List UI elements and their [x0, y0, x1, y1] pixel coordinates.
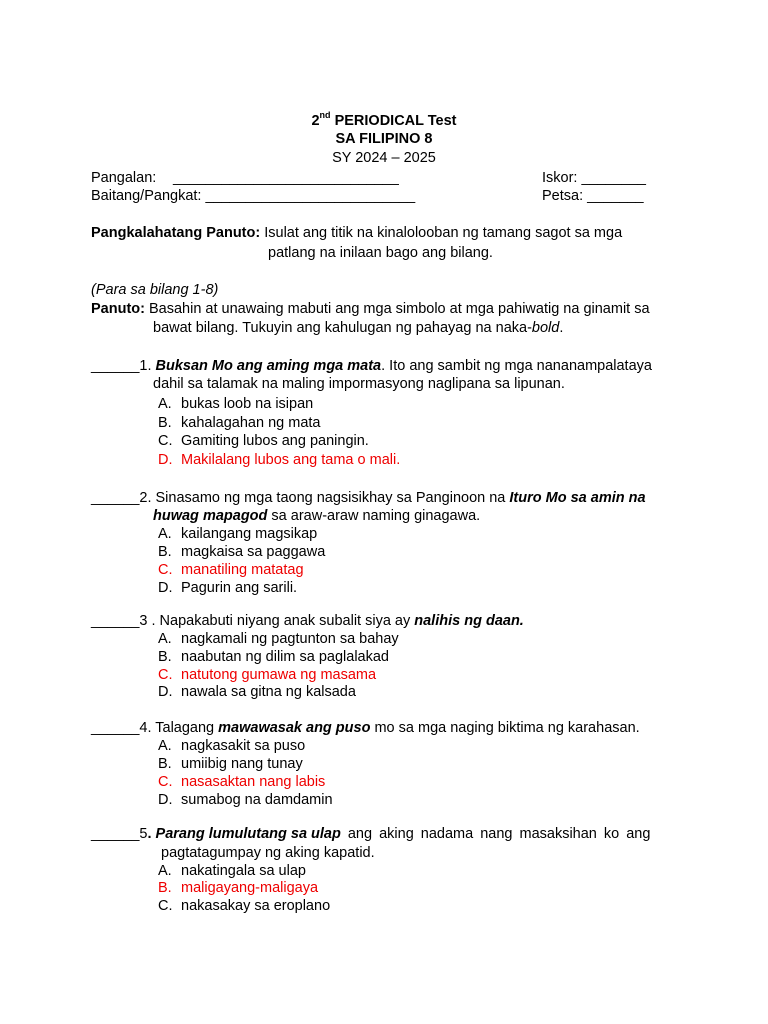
question-3: ______3 . Napakabuti niyang anak subalit siya ay nalihis ng daan. [91, 613, 524, 629]
section-range: (Para sa bilang 1-8) [91, 282, 219, 298]
answer-blank[interactable]: ______ [91, 613, 140, 629]
score-line[interactable]: ________ [581, 170, 646, 186]
school-year: SY 2024 – 2025 [332, 150, 436, 166]
section-instructions-line2: bawat bilang. Tukuyin ang kahulugan ng pahayag na naka-bold. [153, 320, 564, 336]
general-instructions: Pangkalahatang Panuto: Isulat ang titik na kinalolooban ng tamang sagot sa mga [91, 225, 623, 241]
answer-blank[interactable]: ______ [91, 358, 140, 374]
question-2-line2: huwag mapagod sa araw-araw naming ginagawa. [153, 508, 481, 524]
question-5: ______5. Parang lumulutang sa ulap ang aking nadama nang masaksihan ko ang [91, 826, 651, 842]
question-1: ______1. Buksan Mo ang aming mga mata. Ito ang sambit ng mga nananampalataya [91, 358, 652, 374]
date-label: Petsa: [542, 188, 584, 204]
answer-blank[interactable]: ______ [91, 720, 140, 736]
date-line[interactable]: _______ [587, 188, 644, 204]
date-field[interactable] [542, 187, 644, 205]
score-field[interactable] [542, 169, 646, 187]
section-instructions: Panuto: Basahin at unawaing mabuti ang mga simbolo at mga pahiwatig na ginamit sa [91, 301, 650, 317]
question-4: ______4. Talagang mawawasak ang puso mo sa mga naging biktima ng karahasan. [91, 720, 640, 736]
exam-page: 2nd PERIODICAL Test SA FILIPINO 8 SY 2024 – 2025 Pangalan: ____________________________ Iskor: ________ Baitang/Pangkat: __________________________ Petsa: _______ Pangkalahatang Panuto: Isulat ang titik na kinalolooban ng tamang sagot sa mga patlang na inilaan bago ang bilang. (Para sa bilang 1-8) Panuto: Basahin at unawaing mabuti ang mga simbolo at mga pahiwatig na ginamit sa bawat bilang. Tukuyin ang kahulugan ng pahayag na naka-bold. ______1. Buksan Mo ang aming mga mata. Ito ang sambit ng mga nananampalataya dahil sa talamak na maling impormasyong naglipana sa lipunan. A. bukas loob na isipan B. kahalagahan ng mata C. Gamiting lubos ang paningin. D. Makilalang lubos ang tama o mali. ______2. Sinasamo ng mga taong nagsisikhay sa Panginoon na Ituro Mo sa amin na huwag mapagod sa araw-araw naming ginagawa. A. kailangang magsikap B. magkaisa sa paggawa C. manatiling matatag D. Pagurin ang sarili. ______3 . Napakabuti niyang anak subalit siya ay nalihis ng daan. A. nagkamali ng pagtunton sa bahay B. naabutan ng dilim sa paglalakad C. natutong gumawa ng masama D. nawala sa gitna ng kalsada ______4. Talagang mawawasak ang puso mo sa mga naging biktima ng karahasan. A. nagkasakit sa puso B. umiibig nang tunay C. nasasaktan nang labis D. sumabog na damdamin ______5. Parang lumulutang sa ulap ang aking nadama nang masaksihan ko ang pagtatagumpay ng aking kapatid. A. nakatingala sa ulap B. maligayang-maligaya C. nakasakay sa eroplano [0, 0, 768, 1024]
general-instructions-label: Pangkalahatang Panuto: [91, 225, 261, 241]
answer-blank[interactable]: ______ [91, 826, 140, 842]
question-2: ______2. Sinasamo ng mga taong nagsisikhay sa Panginoon na Ituro Mo sa amin na [91, 490, 646, 506]
name-field[interactable] [91, 169, 399, 187]
grade-label: Baitang/Pangkat: [91, 188, 202, 204]
grade-field[interactable] [91, 187, 415, 205]
answer-blank[interactable]: ______ [91, 490, 140, 506]
question-5-line2: pagtatagumpay ng aking kapatid. [161, 845, 375, 861]
name-label: Pangalan: [91, 170, 157, 186]
section-instructions-label: Panuto: [91, 301, 145, 317]
name-line[interactable]: ____________________________ [173, 170, 399, 186]
exam-title: 2nd PERIODICAL Test [311, 110, 457, 129]
grade-line[interactable]: __________________________ [205, 188, 416, 204]
question-1-line2: dahil sa talamak na maling impormasyong naglipana sa lipunan. [153, 376, 565, 392]
exam-subject: SA FILIPINO 8 [335, 131, 433, 147]
general-instructions-line2: patlang na inilaan bago ang bilang. [268, 245, 493, 261]
score-label: Iskor: [542, 170, 578, 186]
